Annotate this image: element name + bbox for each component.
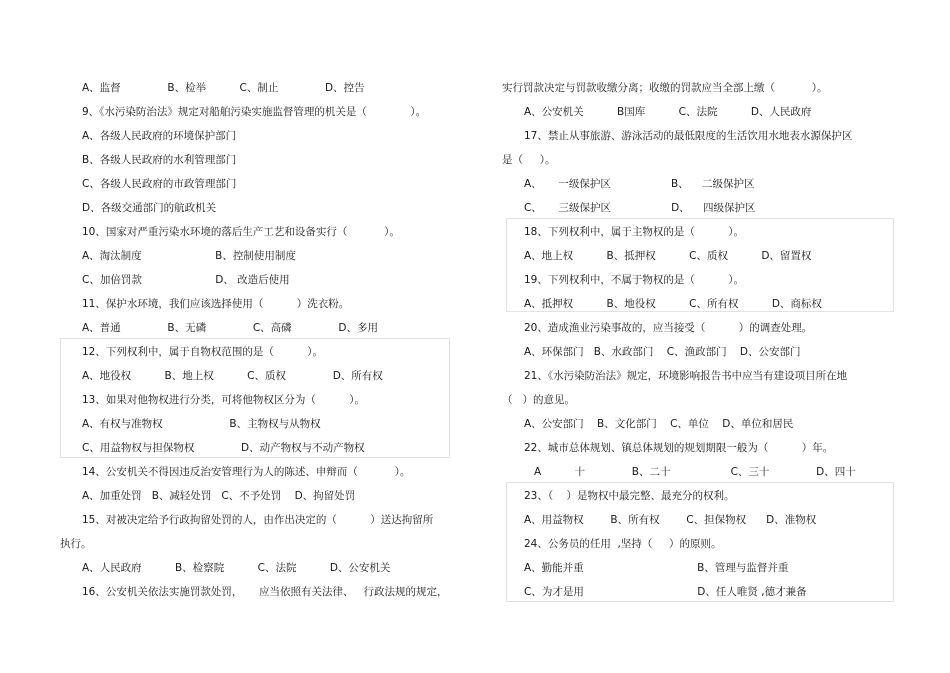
right-column-line: A 十 B、二十 C、三十 D、四十 <box>524 466 856 478</box>
right-column-line: A、 一级保护区 B、 二级保护区 <box>524 178 755 190</box>
left-column-line: A、人民政府 B、检察院 C、法院 D、公安机关 <box>82 562 391 574</box>
left-column-line: 15、对被决定给予行政拘留处罚的人，由作出决定的（ ）送达拘留所 <box>82 514 434 526</box>
right-column-line: A、环保部门 B、水政部门 C、渔政部门 D、公安部门 <box>524 346 801 358</box>
left-column-line: A、地役权 B、地上权 C、质权 D、所有权 <box>82 370 383 382</box>
left-column-line: A、淘汰制度 B、控制使用制度 <box>82 250 296 262</box>
left-column-line: B、各级人民政府的水利管理部门 <box>82 154 237 166</box>
right-column-line: A、地上权 B、抵押权 C、质权 D、留置权 <box>524 250 812 262</box>
left-column-line: D、各级交通部门的航政机关 <box>82 202 217 214</box>
left-column-line: 16、公安机关依法实施罚款处罚， 应当依照有关法律、 行政法规的规定， <box>82 586 448 598</box>
left-column-line: C、用益物权与担保物权 D、动产物权与不动产物权 <box>82 442 365 454</box>
left-column-line: C、加倍罚款 D、 改造后使用 <box>82 274 290 286</box>
right-column-line: 21、《水污染防治法》规定，环境影响报告书中应当有建设项目所在地 <box>524 370 848 382</box>
left-column-line: 9、《水污染防治法》规定对船舶污染实施监督管理的机关是（ ）。 <box>82 106 427 118</box>
left-column-line: 10、国家对严重污染水环境的落后生产工艺和设备实行（ ）。 <box>82 226 400 238</box>
left-column-line: A、普通 B、无磷 C、高磷 D、多用 <box>82 322 378 334</box>
right-column-line: A、公安部门 B、文化部门 C、单位 D、单位和居民 <box>524 418 794 430</box>
right-column-line: 实行罚款决定与罚款收缴分离；收缴的罚款应当全部上缴（ ）。 <box>502 82 828 94</box>
left-column-line: 12、下列权利中，属于自物权范围的是（ ）。 <box>82 346 323 358</box>
right-column-line: 24、公务员的任用 ,坚持（ ）的原则。 <box>524 538 722 550</box>
right-column-line: 17、禁止从事旅游、游泳活动的最低限度的生活饮用水地表水源保护区 <box>524 130 853 142</box>
left-column-line: 14、公安机关不得因违反治安管理行为人的陈述、申辩而（ ）。 <box>82 466 411 478</box>
right-column-line: （ ）的意见。 <box>502 394 576 406</box>
right-column-line: C、 三级保护区 D、 四级保护区 <box>524 202 756 214</box>
left-column-line: C、各级人民政府的市政管理部门 <box>82 178 237 190</box>
right-column-line: C、为才是用 D、任人唯贤 ,德才兼备 <box>524 586 807 598</box>
left-column-line: A、加重处罚 B、减轻处罚 C、不予处罚 D、拘留处罚 <box>82 490 356 502</box>
right-column-line: A、勤能并重 B、管理与监督并重 <box>524 562 789 574</box>
right-column-line: 23、（ ）是物权中最完整、最充分的权利。 <box>524 490 735 502</box>
right-column-line: A、抵押权 B、地役权 C、所有权 D、商标权 <box>524 298 822 310</box>
right-column-line: 19、下列权利中，不属于物权的是（ ）。 <box>524 274 744 286</box>
left-column-line: 13、如果对他物权进行分类，可将他物权区分为（ ）。 <box>82 394 365 406</box>
left-column-line: A、监督 B、检举 C、制止 D、控告 <box>82 82 365 94</box>
left-column-line: A、各级人民政府的环境保护部门 <box>82 130 237 142</box>
right-column-line: 是（ ）。 <box>502 154 556 166</box>
right-column-line: 20、造成渔业污染事故的，应当接受（ ）的调查处理。 <box>524 322 813 334</box>
left-column-line: A、有权与准物权 B、主物权与从物权 <box>82 418 321 430</box>
right-column-line: A、公安机关 B国库 C、法院 D、人民政府 <box>524 106 812 118</box>
left-column-line: 执行。 <box>60 538 92 550</box>
left-column-line: 11、保护水环境，我们应该选择使用（ ）洗衣粉。 <box>82 298 350 310</box>
right-column-line: A、用益物权 B、所有权 C、担保物权 D、准物权 <box>524 514 817 526</box>
right-column-line: 22、城市总体规划、镇总体规划的规划期限一般为（ ）年。 <box>524 442 834 454</box>
right-column-line: 18、下列权利中，属于主物权的是（ ）。 <box>524 226 744 238</box>
